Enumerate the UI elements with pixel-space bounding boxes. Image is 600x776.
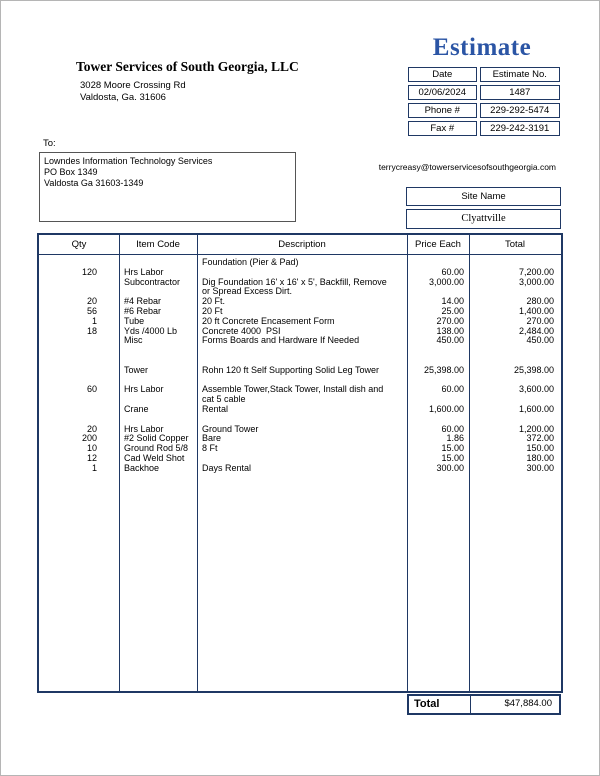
- item-cell-desc: 20 Ft.: [202, 296, 226, 307]
- item-cell-code: #2 Solid Copper: [124, 433, 189, 444]
- to-label: To:: [43, 138, 56, 149]
- item-cell-price: 15.00: [441, 443, 464, 454]
- item-cell-price: 270.00: [436, 315, 464, 326]
- site-name-value: Clyattville: [406, 209, 561, 229]
- date-header-cell: Date: [408, 67, 477, 82]
- item-cell-total: 7,200.00: [518, 266, 554, 277]
- item-cell-qty: 56: [86, 305, 97, 316]
- item-cell-desc: [197, 346, 407, 356]
- item-cell-price: [407, 346, 469, 356]
- item-cell-qty: 18: [86, 325, 97, 336]
- item-cell-price: 1,600.00: [428, 403, 464, 414]
- phone-value-cell: 229-292-5474: [480, 103, 560, 118]
- company-address-line2: Valdosta, Ga. 31606: [80, 92, 166, 103]
- item-cell-qty: [39, 258, 119, 268]
- item-cell-qty: [39, 415, 119, 425]
- item-cell-qty: 12: [86, 452, 97, 463]
- site-name-header: Site Name: [406, 187, 561, 206]
- item-cell-total: 270.00: [526, 315, 554, 326]
- item-cell-price: 60.00: [441, 266, 464, 277]
- item-cell-price: 15.00: [441, 452, 464, 463]
- item-cell-desc: Ground Tower: [202, 423, 259, 434]
- item-cell-total: 3,600.00: [518, 384, 554, 395]
- item-cell-total: 1,200.00: [518, 423, 554, 434]
- item-cell-qty: [39, 278, 119, 298]
- items-table-body: [39, 256, 561, 691]
- item-cell-desc: Days Rental: [202, 462, 252, 473]
- item-cell-code: Misc: [124, 335, 143, 346]
- item-cell-total: 150.00: [526, 443, 554, 454]
- description-column-header: Description: [278, 239, 326, 250]
- recipient-line: Lowndes Information Technology Services: [44, 156, 213, 166]
- recipient-address-box: [39, 152, 296, 222]
- item-cell-price: 450.00: [436, 335, 464, 346]
- item-cell-total: 180.00: [526, 452, 554, 463]
- item-cell-code: Hrs Labor: [124, 266, 164, 277]
- total-label: Total: [409, 696, 471, 713]
- item-cell-qty: [39, 405, 119, 415]
- price-each-column-header: Price Each: [415, 239, 461, 250]
- company-email: terrycreasy@towerservicesofsouthgeorgia.com: [378, 162, 556, 172]
- item-cell-desc: Forms Boards and Hardware If Needed: [202, 335, 360, 346]
- item-cell-code: Backhoe: [124, 462, 160, 473]
- item-cell-price: 25,398.00: [423, 364, 464, 375]
- estimate-info-table: [405, 64, 563, 139]
- item-cell-price: 1.86: [446, 433, 464, 444]
- item-cell-total: 1,400.00: [518, 305, 554, 316]
- item-cell-price: 60.00: [441, 384, 464, 395]
- item-cell-price: 3,000.00: [428, 276, 464, 287]
- total-value: $47,884.00: [504, 698, 552, 709]
- item-cell-desc: Bare: [202, 433, 222, 444]
- item-cell-qty: 1: [91, 462, 97, 473]
- total-column-header: Total: [504, 239, 526, 250]
- fax-value-cell: 229-242-3191: [480, 121, 560, 136]
- fax-label-cell: Fax #: [408, 121, 477, 136]
- recipient-line: Valdosta Ga 31603-1349: [44, 178, 144, 188]
- item-cell-qty: [39, 346, 119, 356]
- item-cell-qty: [39, 376, 119, 386]
- total-row: [407, 694, 561, 715]
- document-title: Estimate: [432, 34, 532, 61]
- item-cell-desc: 20 Ft: [202, 305, 223, 316]
- item-cell-total: 3,000.00: [518, 276, 554, 287]
- item-cell-qty: 60: [86, 384, 97, 395]
- item-code-column-header: Item Code: [136, 239, 180, 250]
- item-cell-desc: Foundation (Pier & Pad): [202, 257, 299, 267]
- item-cell-code: Hrs Labor: [124, 384, 164, 395]
- phone-label-cell: Phone #: [408, 103, 477, 118]
- item-cell-qty: [39, 356, 119, 366]
- item-cell-total: 2,484.00: [518, 325, 554, 336]
- item-cell-price: 25.00: [441, 305, 464, 316]
- item-cell-qty: 120: [81, 266, 97, 277]
- item-cell-total: 280.00: [526, 296, 554, 307]
- item-cell-desc: Assemble Tower,Stack Tower, Install dish and cat 5 cable: [202, 384, 386, 405]
- item-cell-price: 300.00: [436, 462, 464, 473]
- item-cell-code: #4 Rebar: [124, 296, 162, 307]
- company-name: Tower Services of South Georgia, LLC: [76, 59, 299, 74]
- item-cell-qty: 20: [86, 423, 97, 434]
- item-cell-code: Crane: [124, 403, 149, 414]
- item-cell-price: 60.00: [441, 423, 464, 434]
- date-value-cell: 02/06/2024: [408, 85, 477, 100]
- qty-column-header: Qty: [71, 239, 87, 250]
- item-cell-total: 1,600.00: [518, 403, 554, 414]
- item-cell-desc: Rohn 120 ft Self Supporting Solid Leg Tower: [202, 364, 379, 375]
- line-items-table: [37, 233, 563, 693]
- item-cell-code: Ground Rod 5/8: [124, 443, 189, 454]
- item-cell-qty: 200: [81, 433, 97, 444]
- item-cell-total: 25,398.00: [513, 364, 554, 375]
- estimate-no-header-cell: Estimate No.: [480, 67, 560, 82]
- item-cell-desc: 8 Ft: [202, 443, 218, 454]
- item-cell-desc: 20 ft Concrete Encasement Form: [202, 315, 335, 326]
- item-cell-total: 300.00: [526, 462, 554, 473]
- item-cell-code: Tower: [124, 364, 149, 375]
- item-cell-qty: [39, 366, 119, 376]
- item-cell-code: Tube: [124, 315, 145, 326]
- item-cell-price: 138.00: [436, 325, 464, 336]
- items-table-header-row: [39, 235, 561, 255]
- item-cell-qty: 20: [86, 296, 97, 307]
- item-cell-total: 450.00: [526, 335, 554, 346]
- item-cell-price: 14.00: [441, 296, 464, 307]
- item-cell-total: 372.00: [526, 433, 554, 444]
- item-cell-code: #6 Rebar: [124, 305, 162, 316]
- item-cell-qty: 1: [91, 315, 97, 326]
- item-cell-code: Hrs Labor: [124, 423, 164, 434]
- item-cell-code: Subcontractor: [124, 276, 181, 287]
- recipient-line: PO Box 1349: [44, 167, 98, 177]
- item-cell-qty: [39, 336, 119, 346]
- item-cell-total: [469, 346, 561, 356]
- company-address-line1: 3028 Moore Crossing Rd: [80, 80, 186, 91]
- item-cell-code: Yds /4000 Lb: [124, 325, 178, 336]
- estimate-no-value-cell: 1487: [480, 85, 560, 100]
- item-cell-desc: Dig Foundation 16' x 16' x 5', Backfill, Remove or Spread Excess Dirt.: [202, 276, 390, 297]
- item-cell-desc: Rental: [202, 403, 229, 414]
- item-cell-code: [119, 346, 197, 356]
- item-cell-desc: Concrete 4000 PSI: [202, 325, 281, 336]
- item-cell-code: Cad Weld Shot: [124, 452, 185, 463]
- item-cell-qty: 10: [86, 443, 97, 454]
